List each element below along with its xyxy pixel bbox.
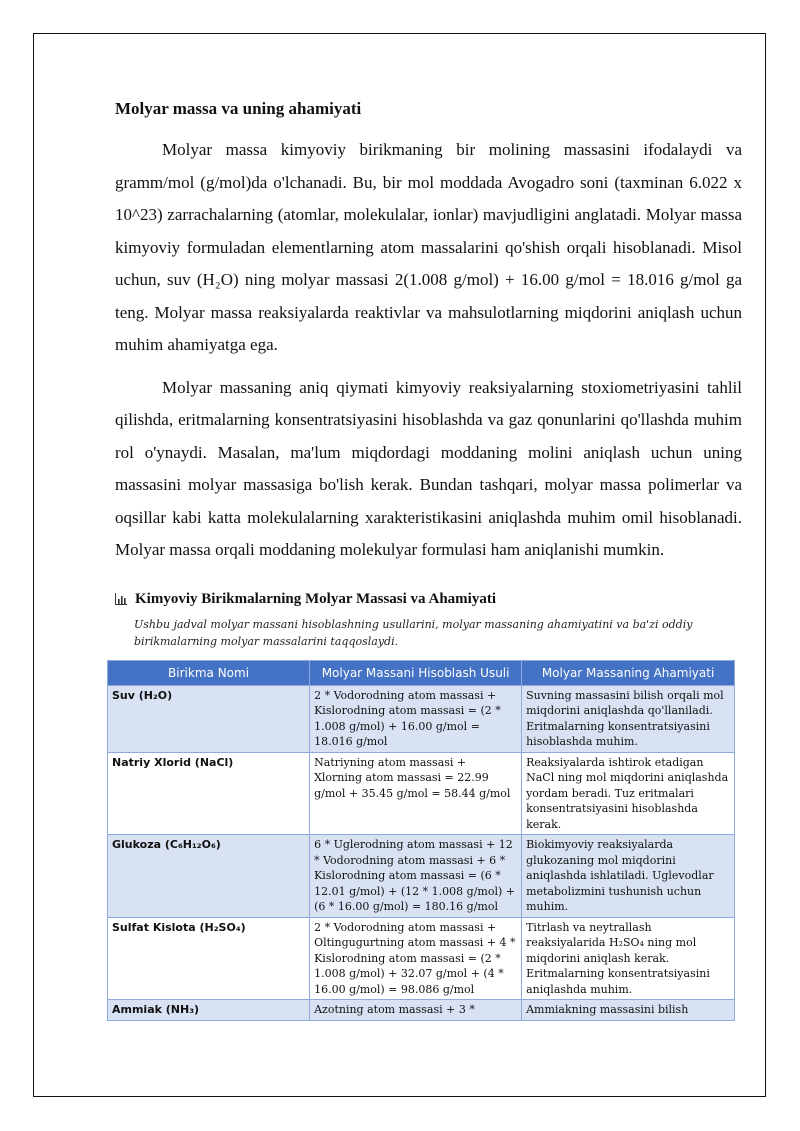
calculation-method-cell: 2 * Vodorodning atom massasi + Oltingugurtning atom massasi + 4 * Kislorodning atom massasi = (2 * 1.008 g/mol) + 32.07 g/mol + (4 * 16.00 g/mol) = 98.086 g/mol bbox=[310, 917, 522, 1000]
importance-cell: Suvning massasini bilish orqali mol miqdorini aniqlashda qo'llaniladi. Eritmalarning konsentratsiyasini hisoblashda muhim. bbox=[522, 685, 735, 752]
column-header: Molyar Massani Hisoblash Usuli bbox=[310, 660, 522, 685]
column-header: Birikma Nomi bbox=[108, 660, 310, 685]
molar-mass-table bbox=[107, 660, 735, 1021]
paragraph: Molyar massaning aniq qiymati kimyoviy reaksiyalarning stoxiometriyasini tahlil qilishda, eritmalarning konsentratsiyasini hisoblashda va gaz qonunlarini qo'llashda muhim rol o'ynaydi. Masalan, ma'lum miqdordagi moddaning molini aniqlash uchun uning massasini molyar massasiga bo'lish kerak. Bundan tashqari, molyar massa polimerlar va oqsillar kabi katta molekulalarning xarakteristikasini aniqlashda muhim omil hisoblanadi. Molyar massa orqali moddaning molekulyar formulasi ham aniqlanishi mumkin. bbox=[115, 377, 742, 559]
compound-name-cell: Sulfat Kislota (H₂SO₄) bbox=[108, 917, 310, 1000]
importance-cell: Biokimyoviy reaksiyalarda glukozaning mol miqdorini aniqlashda ishlatiladi. Uglevodlar metabolizmini tushunish uchun muhim. bbox=[522, 835, 735, 918]
document-body bbox=[112, 98, 742, 1021]
table-row bbox=[108, 1000, 735, 1021]
importance-cell: Reaksiyalarda ishtirok etadigan NaCl ning mol miqdorini aniqlashda yordam beradi. Tuz eritmalari konsentratsiyasini hisoblashda kerak. bbox=[522, 752, 735, 835]
compound-name-cell: Glukoza (C₆H₁₂O₆) bbox=[108, 835, 310, 918]
compound-name-cell: Suv (H₂O) bbox=[108, 685, 310, 752]
table-title-row bbox=[115, 591, 742, 608]
table-row bbox=[108, 917, 735, 1000]
importance-cell: Ammiakning massasini bilish bbox=[522, 1000, 735, 1021]
calculation-method-cell: 2 * Vodorodning atom massasi + Kislorodning atom massasi = (2 * 1.008 g/mol) + 16.00 g/mol = 18.016 g/mol bbox=[310, 685, 522, 752]
table-row bbox=[108, 752, 735, 835]
calculation-method-cell: Natriyning atom massasi + Xlorning atom massasi = 22.99 g/mol + 35.45 g/mol = 58.44 g/mol bbox=[310, 752, 522, 835]
calculation-method-cell: Azotning atom massasi + 3 * bbox=[310, 1000, 522, 1021]
table-row bbox=[108, 685, 735, 752]
paragraph: Molyar massa kimyoviy birikmaning bir molining massasini ifodalaydi va gramm/mol (g/mol)da o'lchanadi. Bu, bir mol moddada Avogadro soni (taxminan 6.022 x 10^23) zarrachalarning (atomlar, molekulalar, ionlar) mavjudligini anglatadi. Molyar massa kimyoviy formuladan elementlarning atom massalarini qo'shish orqali hisoblanadi. Misol uchun, suv (H₂O) ning molyar massasi 2(1.008 g/mol) + 16.00 g/mol = 18.016 g/mol ga teng. Molyar massa reaksiyalarda reaktivlar va mahsulotlarning miqdorini aniqlash uchun muhim ahamiyatga ega. bbox=[115, 140, 742, 354]
compound-name-cell: Natriy Xlorid (NaCl) bbox=[108, 752, 310, 835]
bar-chart-icon bbox=[115, 593, 127, 605]
calculation-method-cell: 6 * Uglerodning atom massasi + 12 * Vodorodning atom massasi + 6 * Kislorodning atom massasi = (6 * 12.01 g/mol) + (12 * 1.008 g/mol) + (6 * 16.00 g/mol) = 180.16 g/mol bbox=[310, 835, 522, 918]
table-caption: Ushbu jadval molyar massani hisoblashning usullarini, molyar massaning ahamiyatini va ba'zi oddiy birikmalarning molyar massalarini taqqoslaydi. bbox=[134, 617, 693, 648]
table-row bbox=[108, 835, 735, 918]
column-header: Molyar Massaning Ahamiyati bbox=[522, 660, 735, 685]
table-header-row bbox=[108, 660, 735, 685]
importance-cell: Titrlash va neytrallash reaksiyalarida H₂SO₄ ning mol miqdorini aniqlash kerak. Eritmalarning konsentratsiyasini aniqlashda muhim. bbox=[522, 917, 735, 1000]
section-heading: Molyar massa va uning ahamiyati bbox=[115, 99, 362, 118]
compound-name-cell: Ammiak (NH₃) bbox=[108, 1000, 310, 1021]
table-title: Kimyoviy Birikmalarning Molyar Massasi va Ahamiyati bbox=[135, 590, 496, 607]
